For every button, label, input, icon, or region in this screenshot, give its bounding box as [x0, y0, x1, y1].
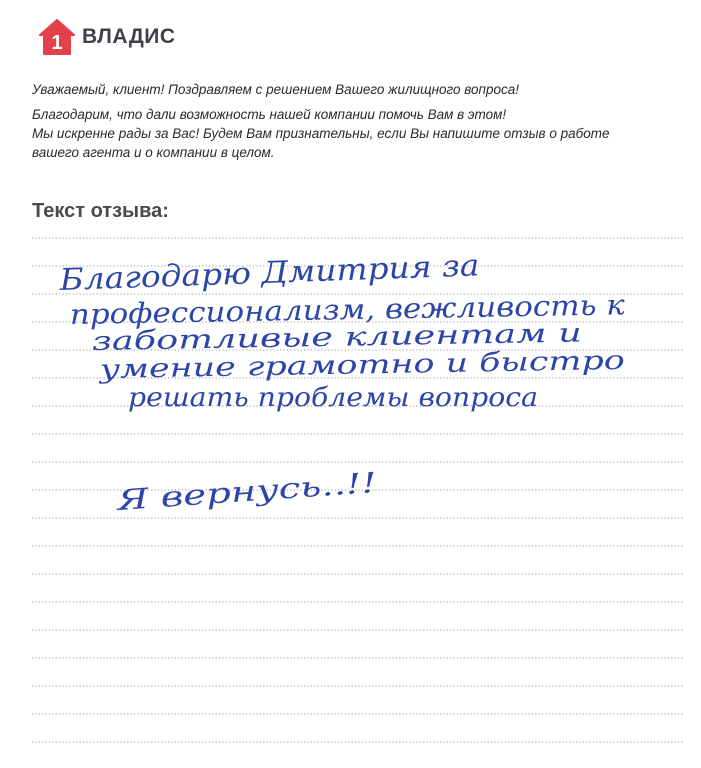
handwritten-line-3: заботливые клиентам и — [91, 320, 440, 357]
intro-line-1: Уважаемый, клиент! Поздравляем с решением Вашего жилищного вопроса! — [32, 82, 519, 97]
logo-digit: 1 — [51, 32, 63, 54]
handwritten-line-2: профессионализм, вежливость к — [69, 289, 572, 331]
handwritten-line-5: решать проблемы вопроса — [128, 383, 538, 413]
section-title: Текст отзыва: — [32, 200, 169, 222]
handwritten-line-1: Благодарю Дмитрия за — [59, 249, 444, 298]
intro-line-2: Благодарим, что дали возможность нашей компании помочь Вам в этом! — [32, 107, 507, 122]
handwritten-line-4: умение грамотно и быстро — [99, 348, 492, 385]
intro-line-3: Мы искренне рады за Вас! Будем Вам признательны, если Вы напишите отзыв о работе вашего агента и о компании в целом. — [32, 126, 610, 160]
handwritten-line-6: Я вернусь..!! — [116, 470, 307, 517]
brand-name: ВЛАДИС — [82, 25, 176, 48]
